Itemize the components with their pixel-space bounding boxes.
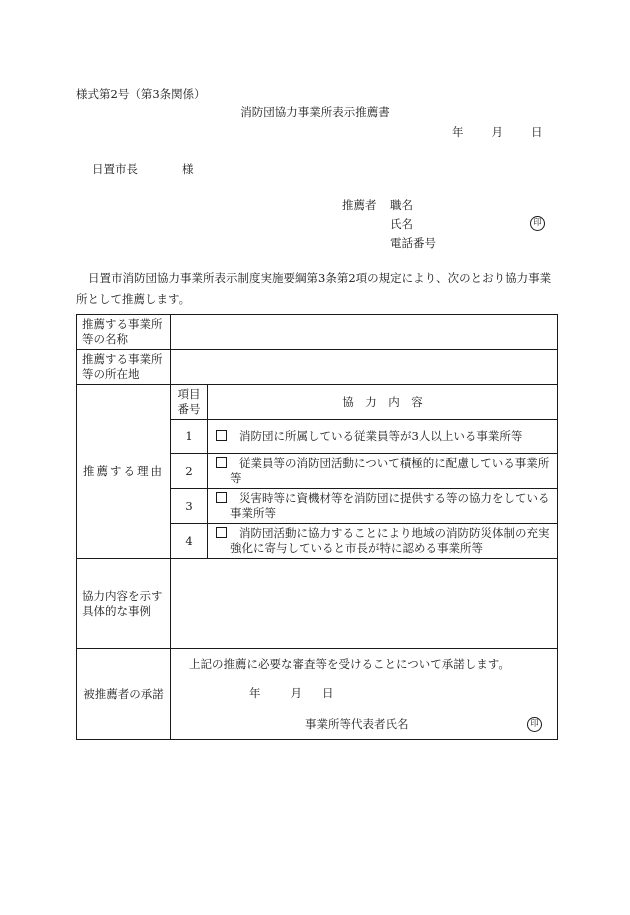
addressee bbox=[92, 161, 194, 177]
checkbox[interactable] bbox=[216, 527, 227, 538]
consent-statement: 上記の推薦に必要な審査等を受けることについて承諾します。 bbox=[189, 657, 510, 671]
consent-date bbox=[249, 686, 334, 701]
business-location-row bbox=[77, 350, 558, 385]
item-number: 1 bbox=[171, 420, 208, 454]
date-year: 年 bbox=[452, 125, 464, 139]
reason-item-text: 災害時等に資機材等を消防団に提供する等の協力をしている事業所等 bbox=[230, 491, 550, 520]
reason-item[interactable] bbox=[208, 524, 558, 559]
consent-cell bbox=[171, 649, 558, 740]
item-number-header: 項目番号 bbox=[171, 385, 208, 420]
examples-row bbox=[77, 559, 558, 649]
consent-label: 被推薦者の承諾 bbox=[77, 649, 171, 740]
business-location-field[interactable] bbox=[171, 350, 558, 385]
representative-label: 事業所等代表者氏名 bbox=[305, 717, 409, 731]
checkbox[interactable] bbox=[216, 492, 227, 503]
business-name-row bbox=[77, 315, 558, 350]
checkbox[interactable] bbox=[216, 457, 227, 468]
representative-seal-mark: 印 bbox=[527, 717, 542, 732]
form-number-label: 様式第2号（第3条関係） bbox=[76, 87, 206, 101]
item-number: 4 bbox=[171, 524, 208, 559]
item-number: 3 bbox=[171, 489, 208, 524]
recommender-position-row bbox=[342, 197, 413, 213]
reason-label: 推薦する理由 bbox=[77, 385, 171, 559]
reason-item-text: 消防団に所属している従業員等が3人以上いる事業所等 bbox=[239, 429, 523, 443]
reason-item[interactable] bbox=[208, 420, 558, 454]
intro-paragraph: 日置市消防団協力事業所表示制度実施要綱第3条第2項の規定により、次のとおり協力事業所として推薦します。 bbox=[76, 271, 552, 306]
recommendation-table bbox=[76, 314, 558, 740]
date-month: 月 bbox=[491, 125, 503, 139]
recommender-phone-row bbox=[342, 235, 436, 251]
business-location-label: 推薦する事業所等の所在地 bbox=[77, 350, 171, 385]
item-number: 2 bbox=[171, 454, 208, 489]
consent-date-year: 年 bbox=[249, 686, 261, 700]
reason-item-text: 従業員等の消防団活動について積極的に配慮している事業所等 bbox=[230, 456, 550, 485]
examples-label: 協力内容を示す具体的な事例 bbox=[77, 559, 171, 649]
document-title: 消防団協力事業所表示推薦書 bbox=[240, 105, 390, 119]
consent-date-day: 日 bbox=[322, 686, 334, 700]
business-name-field[interactable] bbox=[171, 315, 558, 350]
date-line bbox=[452, 124, 543, 140]
business-name-label: 推薦する事業所等の名称 bbox=[77, 315, 171, 350]
examples-field[interactable] bbox=[171, 559, 558, 649]
reason-header-row bbox=[77, 385, 558, 420]
position-label: 職名 bbox=[390, 198, 413, 212]
addressee-name: 日置市長 bbox=[92, 162, 138, 176]
addressee-honorific: 様 bbox=[182, 162, 194, 176]
recommender-seal-mark: 印 bbox=[530, 216, 545, 231]
reason-item[interactable] bbox=[208, 489, 558, 524]
phone-label: 電話番号 bbox=[390, 236, 436, 250]
consent-date-month: 月 bbox=[290, 686, 302, 700]
date-day: 日 bbox=[531, 125, 543, 139]
name-label: 氏名 bbox=[390, 217, 413, 231]
reason-item[interactable] bbox=[208, 454, 558, 489]
recommender-name-row bbox=[342, 216, 413, 232]
content-header: 協 力 内 容 bbox=[208, 385, 558, 420]
checkbox[interactable] bbox=[216, 430, 227, 441]
reason-item-text: 消防団活動に協力することにより地域の消防防災体制の充実強化に寄与していると市長が特に認める事業所等 bbox=[230, 526, 550, 555]
recommender-label: 推薦者 bbox=[342, 198, 377, 212]
consent-row bbox=[77, 649, 558, 740]
